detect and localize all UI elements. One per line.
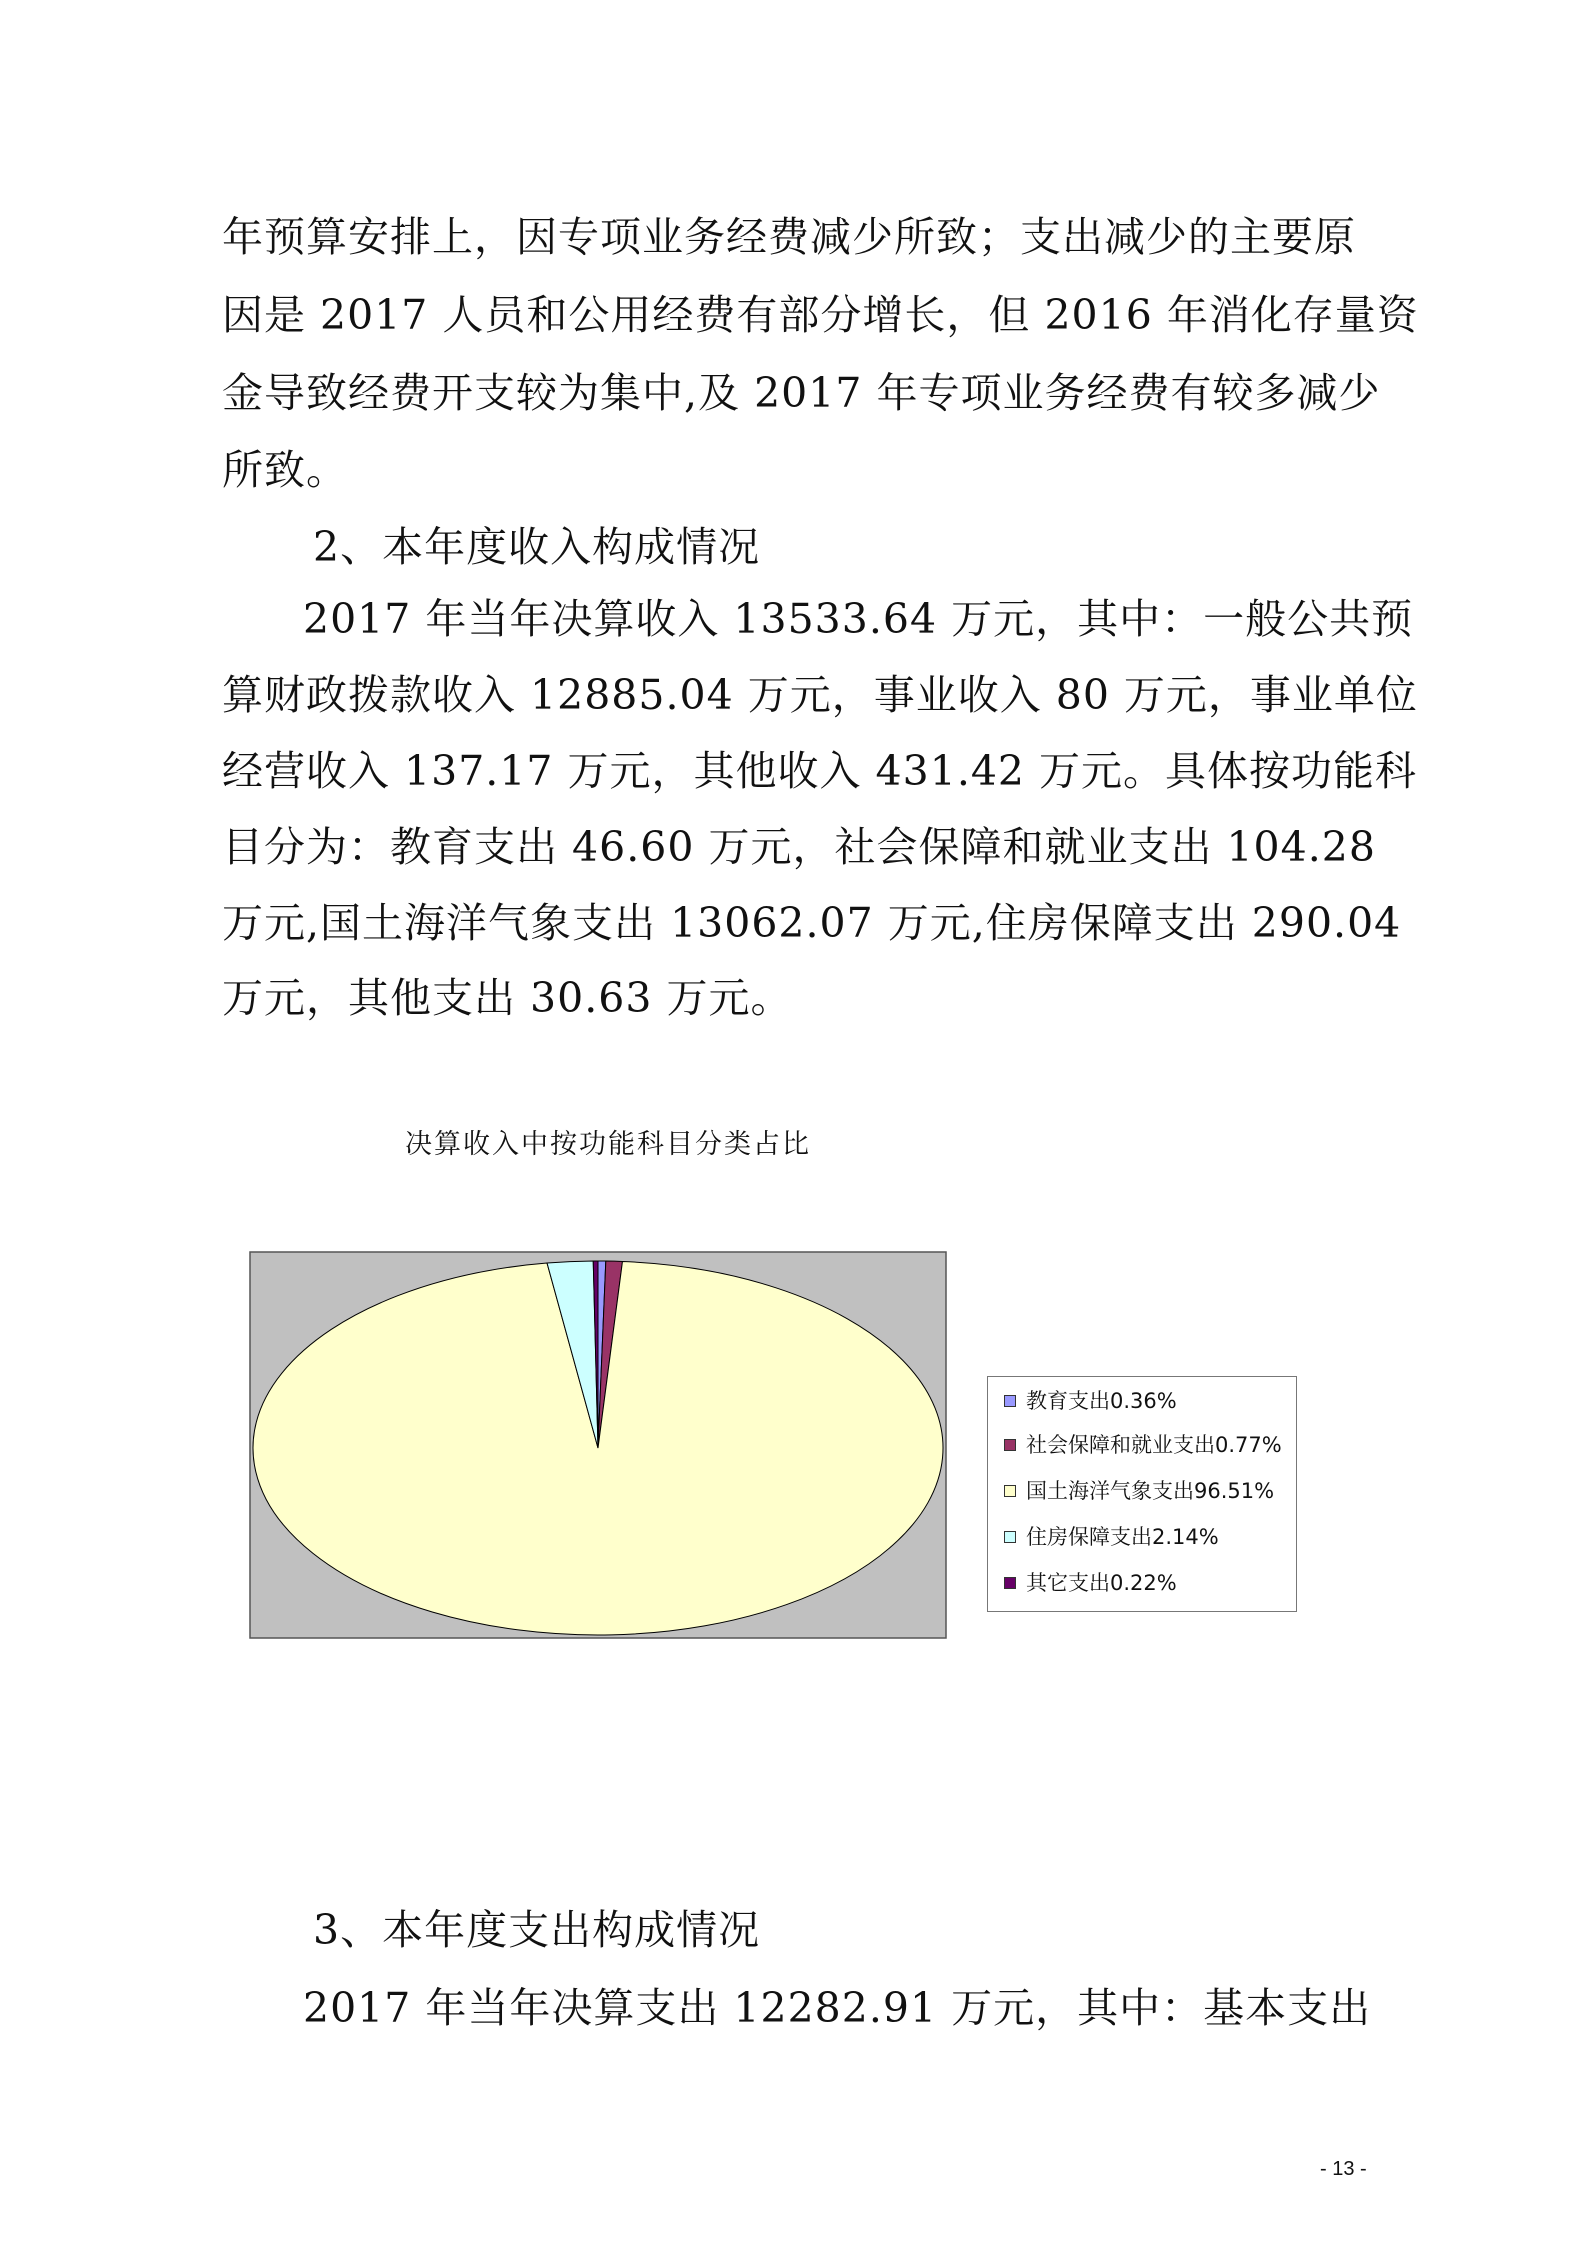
paragraph-line: 万元，其他支出 30.63 万元。 (222, 974, 793, 1022)
legend-swatch (1004, 1485, 1016, 1497)
pie-chart (248, 1250, 948, 1640)
legend-swatch (1004, 1395, 1016, 1407)
paragraph-line: 2017 年当年决算收入 13533.64 万元，其中：一般公共预 (303, 595, 1414, 643)
paragraph-line: 目分为：教育支出 46.60 万元，社会保障和就业支出 104.28 (222, 823, 1376, 871)
page-number: - 13 - (1320, 2158, 1367, 2180)
legend-label: 住房保障支出2.14% (1026, 1525, 1219, 1549)
paragraph-line: 因是 2017 人员和公用经费有部分增长，但 2016 年消化存量资 (222, 291, 1419, 339)
paragraph-line: 年预算安排上，因专项业务经费减少所致；支出减少的主要原 (222, 213, 1356, 261)
paragraph-line: 金导致经费开支较为集中,及 2017 年专项业务经费有较多减少 (222, 369, 1381, 417)
chart-legend (987, 1376, 1297, 1612)
legend-label: 国土海洋气象支出96.51% (1026, 1479, 1275, 1503)
legend-label: 社会保障和就业支出0.77% (1026, 1433, 1282, 1457)
legend-swatch (1004, 1531, 1016, 1543)
chart-title: 决算收入中按功能科目分类占比 (405, 1129, 811, 1160)
pie-slices (253, 1261, 943, 1635)
legend-swatch (1004, 1439, 1016, 1451)
paragraph-line: 经营收入 137.17 万元，其他收入 431.42 万元。具体按功能科 (222, 747, 1418, 795)
paragraph-line: 算财政拨款收入 12885.04 万元，事业收入 80 万元，事业单位 (222, 671, 1418, 719)
paragraph-line: 2017 年当年决算支出 12282.91 万元，其中：基本支出 (303, 1984, 1372, 2032)
legend-label: 教育支出0.36% (1026, 1389, 1177, 1413)
section-heading: 2、本年度收入构成情况 (313, 523, 761, 571)
legend-label: 其它支出0.22% (1026, 1571, 1177, 1595)
paragraph-line: 万元,国土海洋气象支出 13062.07 万元,住房保障支出 290.04 (222, 899, 1402, 947)
paragraph-line: 所致。 (222, 446, 348, 494)
legend-swatch (1004, 1577, 1016, 1589)
section-heading: 3、本年度支出构成情况 (313, 1906, 761, 1954)
